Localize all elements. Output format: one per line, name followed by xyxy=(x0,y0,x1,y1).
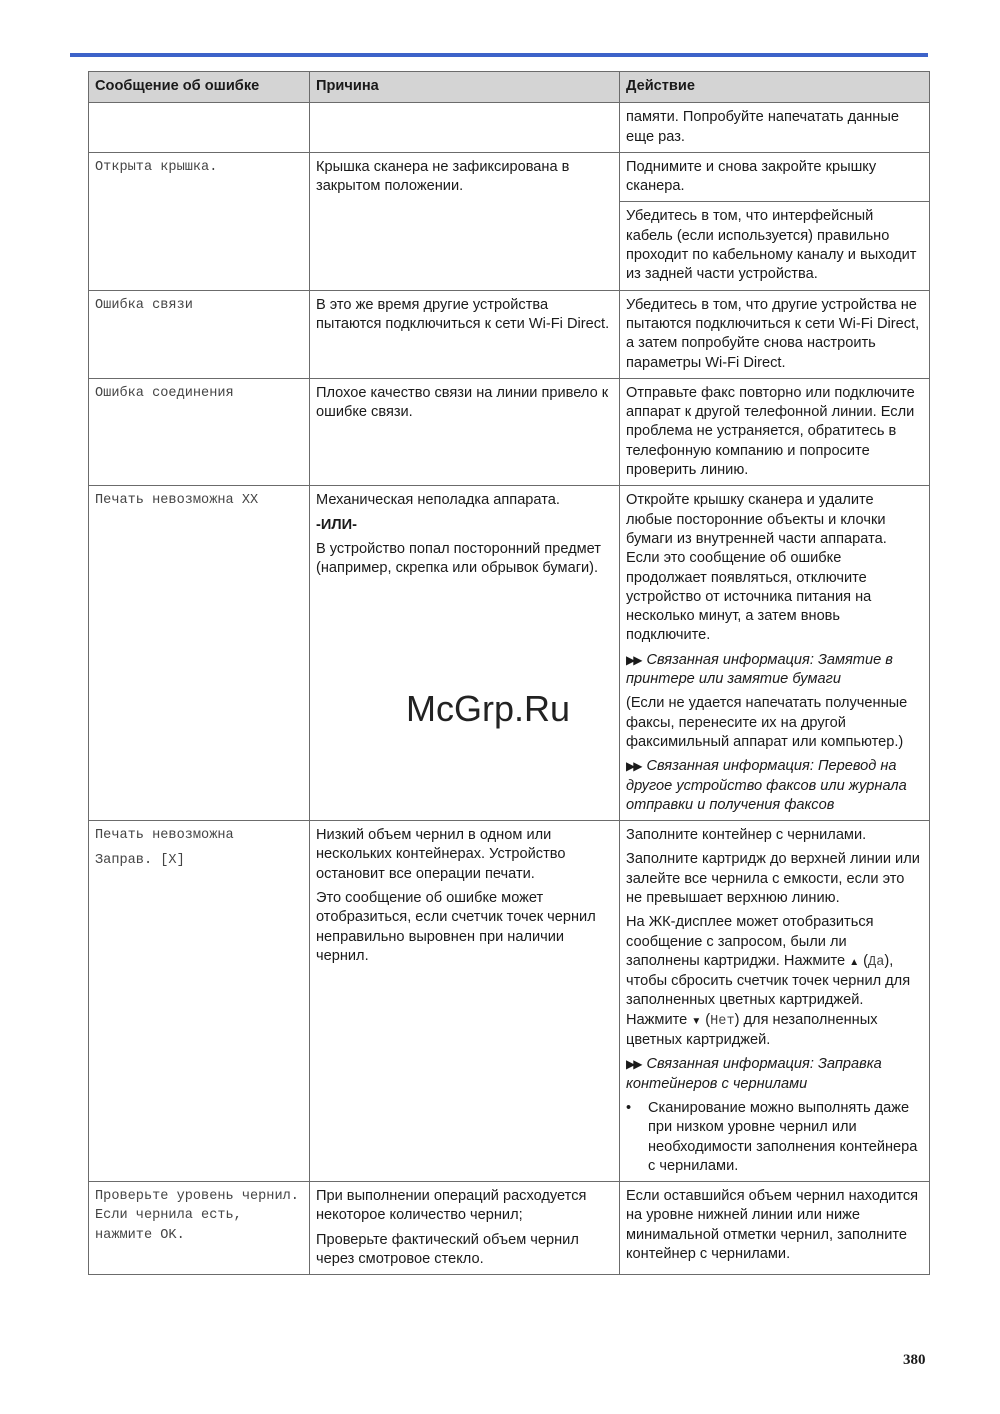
error-message-cell: Ошибка соединения xyxy=(89,378,310,485)
action-cell: Отправьте факс повторно или подключите аппарат к другой телефонной линии. Если проблема не устраняется, обратитесь в телефонную компанию и попросите проверить линию. xyxy=(620,378,930,485)
table-row xyxy=(89,821,930,1182)
table-row xyxy=(89,1182,930,1275)
action-cell xyxy=(620,486,930,821)
cause-text: При выполнении операций расходуется некоторое количество чернил; xyxy=(316,1188,587,1224)
action-cell: Убедитесь в том, что другие устройства не пытаются подключиться к сети Wi-Fi Direct, а затем попробуйте снова настроить параметры Wi-Fi Direct. xyxy=(620,290,930,378)
cause-cell: Крышка сканера не зафиксирована в закрытом положении. xyxy=(310,152,620,290)
action-cell xyxy=(620,821,930,1182)
or-separator: -ИЛИ- xyxy=(316,516,357,533)
related-info-label: Связанная информация xyxy=(646,651,810,668)
cause-text: Механическая неполадка аппарата. xyxy=(316,492,560,509)
action-text: Откройте крышку сканера и удалите любые посторонние объекты и клочки бумаги из внутренней части аппарата. Если это сообщение об ошибке продолжает появляться, отключите устройство от источника питания на несколько минут, а затем вновь подключите. xyxy=(626,492,887,644)
action-text: На ЖК-дисплее может отобразиться сообщение с запросом, были ли заполнены картриджи. Нажмите ▲ (Да), чтобы сбросить счетчик точек чернил для заполненных цветных картриджей. Нажмите ▼ (Нет) для незаполненных цветных картриджей. xyxy=(626,914,911,1049)
page-number: 380 xyxy=(903,1352,926,1368)
double-arrow-icon: ▶▶ xyxy=(626,652,641,667)
error-message-line: Заправ. [X] xyxy=(95,853,185,869)
cause-text: В устройство попал посторонний предмет (например, скрепка или обрывок бумаги). xyxy=(316,540,601,577)
error-message-line: Печать невозможна xyxy=(95,828,234,844)
action-text: (Если не удается напечатать полученные факсы, перенесите их на другой факсимильный аппарат или компьютер.) xyxy=(626,695,908,750)
action-cell: Поднимите и снова закройте крышку сканера. xyxy=(620,152,930,202)
related-info-link[interactable]: Перевод на другое устройство факсов или журнала отправки и получения факсов xyxy=(626,758,907,813)
error-message-cell: Печать невозможна XX xyxy=(89,486,310,821)
double-arrow-icon: ▶▶ xyxy=(626,1057,641,1072)
header-error-message: Сообщение об ошибке xyxy=(89,72,310,103)
cause-cell xyxy=(310,821,620,1182)
action-cell: Убедитесь в том, что интерфейсный кабель (если используется) правильно проходит по кабельному каналу и выходит из задней части устройства. xyxy=(620,202,930,290)
table-row xyxy=(89,103,930,153)
top-rule xyxy=(70,53,928,57)
related-info: ▶▶ Связанная информация: Замятие в принтере или замятие бумаги xyxy=(626,651,893,688)
table-row xyxy=(89,378,930,485)
cause-cell xyxy=(310,1182,620,1275)
cause-text: Низкий объем чернил в одном или нескольких контейнерах. Устройство остановит все операции печати. xyxy=(316,827,566,882)
cause-cell: В это же время другие устройства пытаются подключиться к сети Wi-Fi Direct. xyxy=(310,290,620,378)
header-action: Действие xyxy=(620,72,930,103)
error-table xyxy=(88,71,930,1275)
table-row xyxy=(89,486,930,821)
cause-cell xyxy=(310,486,620,821)
related-info-label: Связанная информация xyxy=(646,1056,810,1073)
related-info-link[interactable]: Замятие в принтере или замятие бумаги xyxy=(626,651,893,688)
cause-text: Проверьте фактический объем чернил через смотровое стекло. xyxy=(316,1231,579,1268)
related-info: ▶▶ Связанная информация: Заправка контейнеров с чернилами xyxy=(626,1056,882,1092)
no-key-label: Нет xyxy=(710,1013,735,1029)
down-arrow-icon: ▼ xyxy=(691,1015,702,1027)
header-cause: Причина xyxy=(310,72,620,103)
cause-text: Это сообщение об ошибке может отобразиться, если счетчик точек чернил неправильно выровнен при наличии чернил. xyxy=(316,889,596,964)
double-arrow-icon: ▶▶ xyxy=(626,759,641,774)
related-info-link[interactable]: Заправка контейнеров с чернилами xyxy=(626,1056,882,1092)
error-message-cell xyxy=(89,821,310,1182)
up-arrow-icon: ▲ xyxy=(849,956,860,968)
watermark: McGrp.Ru xyxy=(406,688,571,729)
action-cell: памяти. Попробуйте напечатать данные еще раз. xyxy=(620,103,930,153)
related-info-label: Связанная информация xyxy=(646,758,810,775)
action-text: Заполните картридж до верхней линии или залейте все чернила с емкости, если это не превышает верхнюю линию. xyxy=(626,851,920,906)
error-message-cell: Открыта крышка. xyxy=(89,152,310,290)
table-row xyxy=(89,152,930,202)
related-info: ▶▶ Связанная информация: Перевод на другое устройство факсов или журнала отправки и получения факсов xyxy=(626,758,907,813)
action-cell: Если оставшийся объем чернил находится на уровне нижней линии или ниже минимальной отметки чернил, заполните контейнер с чернилами. xyxy=(620,1182,930,1275)
yes-key-label: Да xyxy=(868,954,885,970)
error-message-cell: Ошибка связи xyxy=(89,290,310,378)
cause-cell: Плохое качество связи на линии привело к ошибке связи. xyxy=(310,378,620,485)
table-header-row xyxy=(89,72,930,103)
bullet-list xyxy=(626,1099,923,1176)
action-text: Заполните контейнер с чернилами. xyxy=(626,827,867,844)
table-row xyxy=(89,290,930,378)
list-item: • Сканирование можно выполнять даже при низком уровне чернил или необходимости заполнения контейнера с чернилами. xyxy=(648,1099,923,1176)
error-message-cell: Проверьте уровень чернил. Если чернила есть, нажмите OK. xyxy=(89,1182,310,1275)
